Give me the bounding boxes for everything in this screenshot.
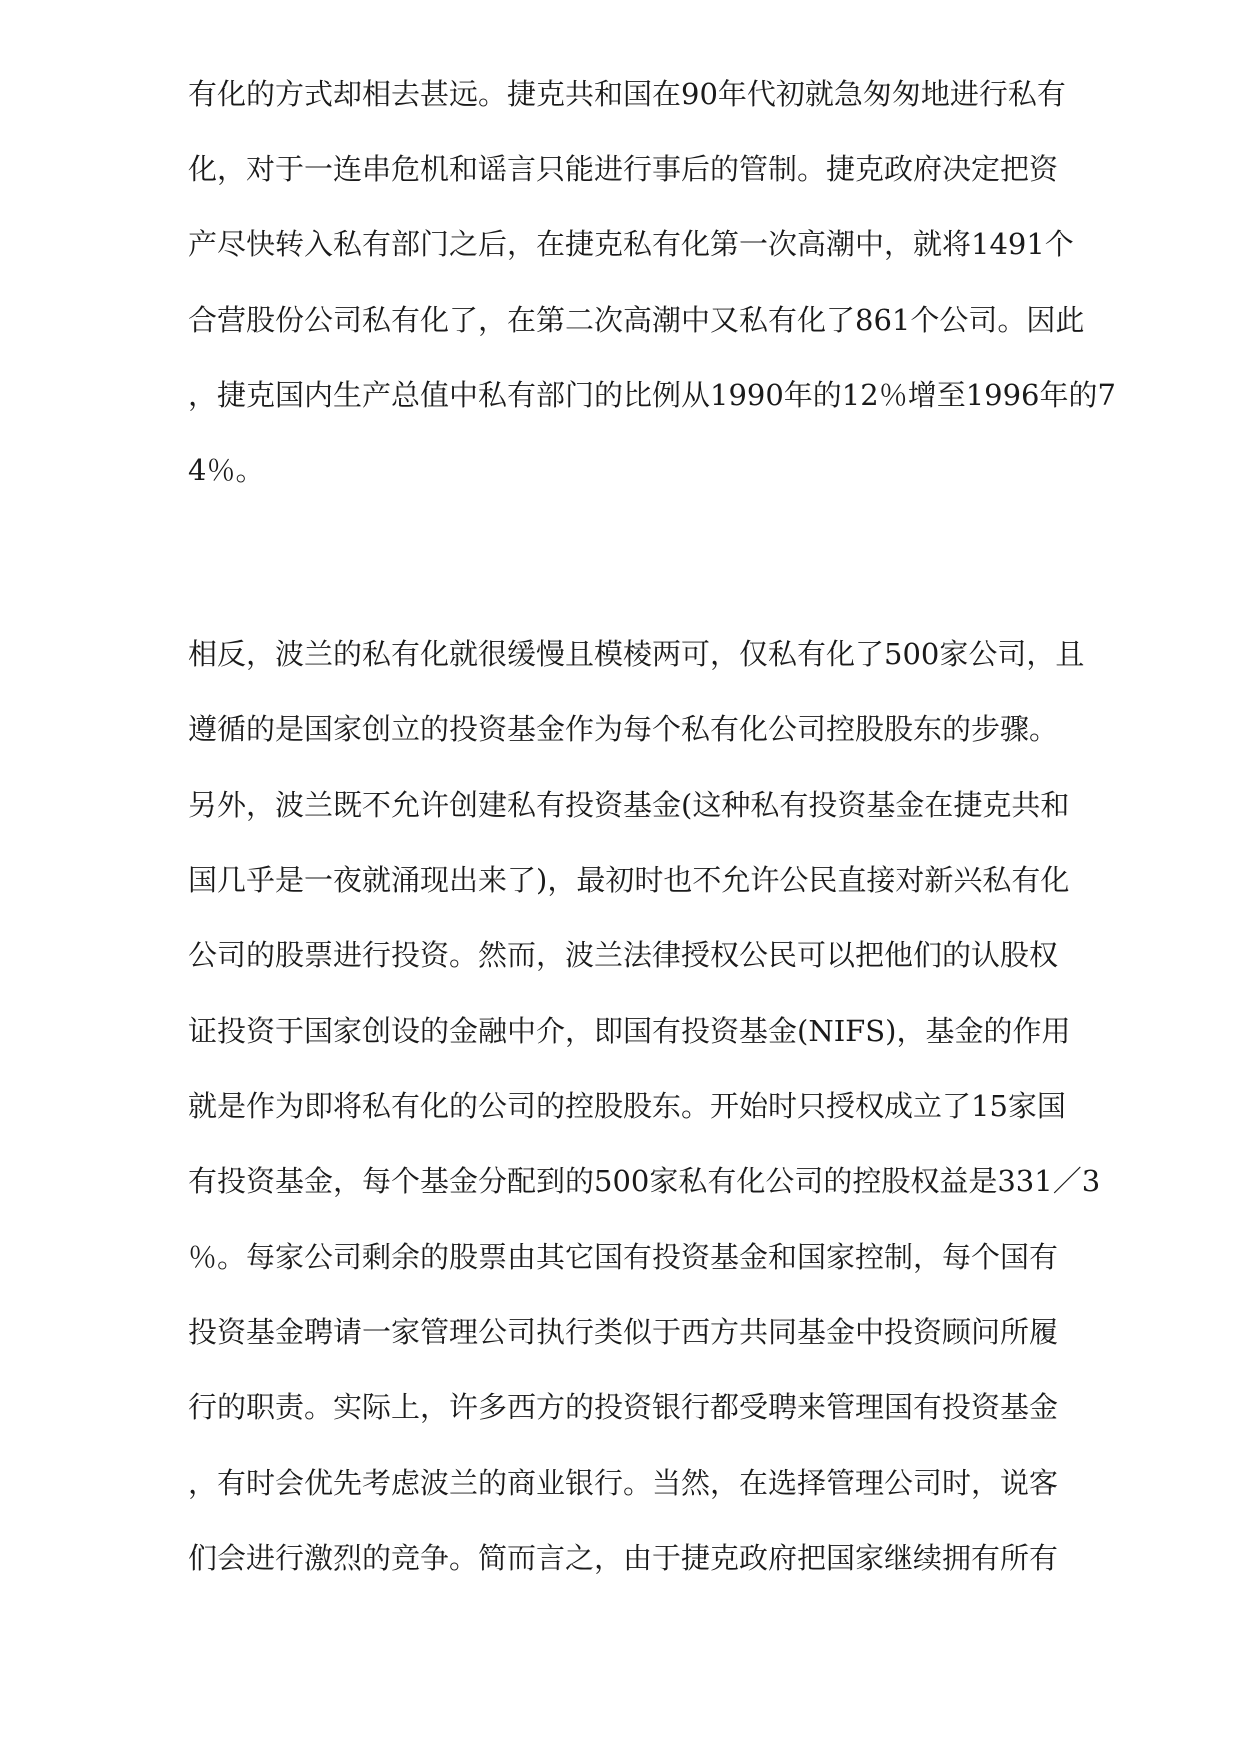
text-line: 合营股份公司私有化了，在第二次高潮中又私有化了861个公司。因此	[188, 303, 1085, 337]
text-line: 就是作为即将私有化的公司的控股股东。开始时只授权成立了15家国	[188, 1089, 1066, 1123]
text-line: 投资基金聘请一家管理公司执行类似于西方共同基金中投资顾问所履	[188, 1315, 1059, 1349]
text-line: 国几乎是一夜就涌现出来了)，最初时也不允许公民直接对新兴私有化	[188, 863, 1070, 897]
text-line: 公司的股票进行投资。然而，波兰法律授权公民可以把他们的认股权	[188, 938, 1059, 972]
text-line: 相反，波兰的私有化就很缓慢且模棱两可，仅私有化了500家公司，且	[188, 637, 1085, 671]
text-line: ％。每家公司剩余的股票由其它国有投资基金和国家控制，每个国有	[188, 1240, 1059, 1274]
text-line: 另外，波兰既不允许创建私有投资基金(这种私有投资基金在捷克共和	[188, 788, 1070, 822]
text-line: 行的职责。实际上，许多西方的投资银行都受聘来管理国有投资基金	[188, 1390, 1059, 1424]
text-line: 化，对于一连串危机和谣言只能进行事后的管制。捷克政府决定把资	[188, 152, 1059, 186]
text-line: 有投资基金，每个基金分配到的500家私有化公司的控股权益是331／3	[188, 1164, 1101, 1198]
text-line: 有化的方式却相去甚远。捷克共和国在90年代初就急匆匆地进行私有	[188, 77, 1066, 111]
text-line: ，有时会优先考虑波兰的商业银行。当然，在选择管理公司时，说客	[188, 1466, 1059, 1500]
text-line: 们会进行激烈的竞争。简而言之，由于捷克政府把国家继续拥有所有	[188, 1541, 1059, 1575]
text-line: ，捷克国内生产总值中私有部门的比例从1990年的12％增至1996年的7	[188, 378, 1116, 412]
text-line: 遵循的是国家创立的投资基金作为每个私有化公司控股股东的步骤。	[188, 712, 1059, 746]
text-line: 证投资于国家创设的金融中介，即国有投资基金(NIFS)，基金的作用	[188, 1014, 1071, 1048]
text-line: 产尽快转入私有部门之后，在捷克私有化第一次高潮中，就将1491个	[188, 227, 1074, 261]
text-line: 4％。	[188, 453, 265, 487]
